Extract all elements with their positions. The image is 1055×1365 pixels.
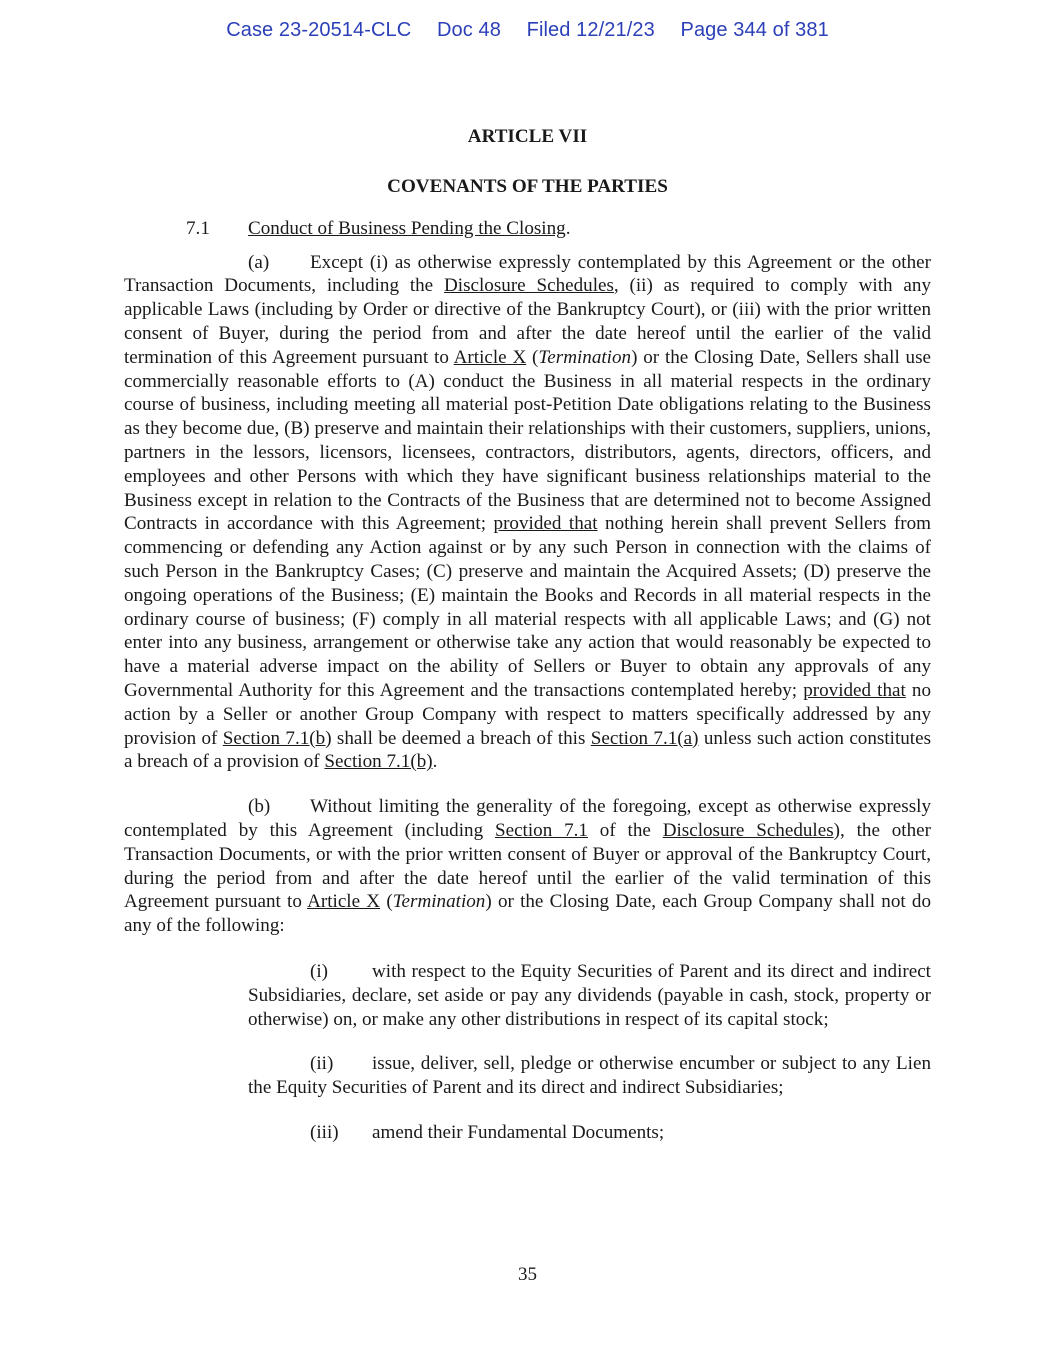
paragraph-label: (a)	[248, 251, 270, 273]
proviso-term: provided that	[493, 513, 598, 535]
case-number: Case 23-20514-CLC	[226, 19, 412, 41]
cross-reference: Section 7.1(a)	[590, 727, 699, 749]
sub-item-iii	[248, 1121, 931, 1145]
filed-date: Filed 12/21/23	[526, 19, 655, 41]
section-number: 7.1	[186, 217, 210, 239]
article-title: ARTICLE VII	[467, 126, 588, 147]
cross-reference: Disclosure Schedules	[662, 819, 834, 841]
paragraph-text: ), the other Transaction Documents, or with the prior written consent of Buyer or approval of the Bankruptcy Court, during the period from and after the date hereof until the earlier of the valid termination of this Agreement pursuant to	[124, 819, 931, 913]
cross-reference: Article X	[307, 891, 381, 913]
paragraph-text: .	[432, 751, 438, 773]
italic-term: Termination	[538, 346, 632, 368]
paragraph-b	[124, 795, 931, 938]
section-title-period: .	[565, 217, 571, 239]
cross-reference: Section 7.1	[494, 819, 588, 841]
paragraph-text: (	[380, 891, 393, 913]
page-number: 35	[518, 1264, 537, 1285]
sub-item-label: (i)	[310, 960, 329, 982]
section-title-wrap	[248, 217, 571, 241]
section-heading	[124, 217, 931, 241]
paragraph-text: (	[526, 346, 539, 368]
paragraph-text: ) or the Closing Date, Sellers shall use commercially reasonable efforts to (A) conduct the Business in all material respects in the ordinary course of business, including meeting all material post-Petition Date obligations relating to the Business as they become due, (B) preserve and maintain their relationships with their customers, suppliers, unions, partners in the lessors, licensors, licensees, contractors, distributors, agents, directors, officers, and employees and other Persons with which they have significant business relationships material to the Business except in relation to the Contracts of the Business that are determined not to become Assigned Contracts in accordance with this Agreement;	[124, 346, 932, 535]
paragraph-text: Except (i) as otherwise expressly contemplated by this Agreement or the other Transaction Documents, including the	[124, 251, 931, 297]
sub-item-label: (iii)	[310, 1121, 339, 1143]
paragraph-text: no action by a Seller or another Group Company with respect to matters specifically addressed by any provision of	[124, 679, 932, 749]
paragraph-text: nothing herein shall prevent Sellers from commencing or defending any Action against or by any such Person in connection with the claims of such Person in the Bankruptcy Cases; (C) preserve and maintain the Acquired Assets; (D) preserve the ongoing operations of the Business; (E) maintain the Books and Records in all material respects in the ordinary course of business; (F) comply in all material respects with all applicable Laws; and (G) not enter into any business, arrangement or otherwise take any action that would reasonably be expected to have a material adverse impact on the ability of Sellers or Buyer to obtain any approvals of any Governmental Authority for this Agreement and the transactions contemplated hereby;	[124, 513, 932, 701]
cross-reference: Disclosure Schedules	[443, 275, 614, 297]
paragraph-text: shall be deemed a breach of this	[331, 727, 591, 749]
sub-item-text: amend their Fundamental Documents;	[372, 1121, 665, 1143]
paragraph-text: Without limiting the generality of the foregoing, except as otherwise expressly contemplated by this Agreement (including	[124, 796, 931, 841]
paragraph-a	[124, 251, 931, 775]
paragraph-label: (b)	[248, 796, 271, 818]
document-body	[124, 120, 931, 1145]
sub-item-label: (ii)	[310, 1053, 334, 1075]
sub-item-text: with respect to the Equity Securities of Parent and its direct and indirect Subsidiaries, declare, set aside or pay any dividends (payable in cash, stock, property or otherwise) on, or make any other distributions in respect of its capital stock;	[248, 960, 931, 1030]
section-title: Conduct of Business Pending the Closing	[248, 217, 566, 239]
doc-number: Doc 48	[437, 19, 501, 41]
paragraph-text: , (ii) as required to comply with any applicable Laws (including by Order or directive of the Bankruptcy Court), or (iii) with the prior written consent of Buyer, during the period from and after the date hereof until the earlier of the valid termination of this Agreement pursuant to	[124, 275, 931, 368]
sub-item-i	[248, 960, 931, 1031]
italic-term: Termination	[392, 891, 486, 913]
article-subtitle: COVENANTS OF THE PARTIES	[387, 175, 668, 197]
cross-reference: Section 7.1(b)	[222, 727, 332, 749]
paragraph-text: of the	[587, 819, 663, 841]
proviso-term: provided that	[803, 679, 906, 701]
page-indicator: Page 344 of 381	[680, 19, 829, 41]
paragraph-text: unless such action constitutes a breach of a provision of	[124, 727, 932, 773]
sub-item-ii	[248, 1052, 931, 1100]
court-filing-header	[0, 19, 1055, 42]
sub-item-text: issue, deliver, sell, pledge or otherwise encumber or subject to any Lien the Equity Securities of Parent and its direct and indirect Subsidiaries;	[248, 1053, 931, 1099]
cross-reference: Article X	[453, 346, 527, 368]
cross-reference: Section 7.1(b)	[324, 751, 433, 773]
paragraph-text: ) or the Closing Date, each Group Company shall not do any of the following:	[124, 891, 931, 937]
